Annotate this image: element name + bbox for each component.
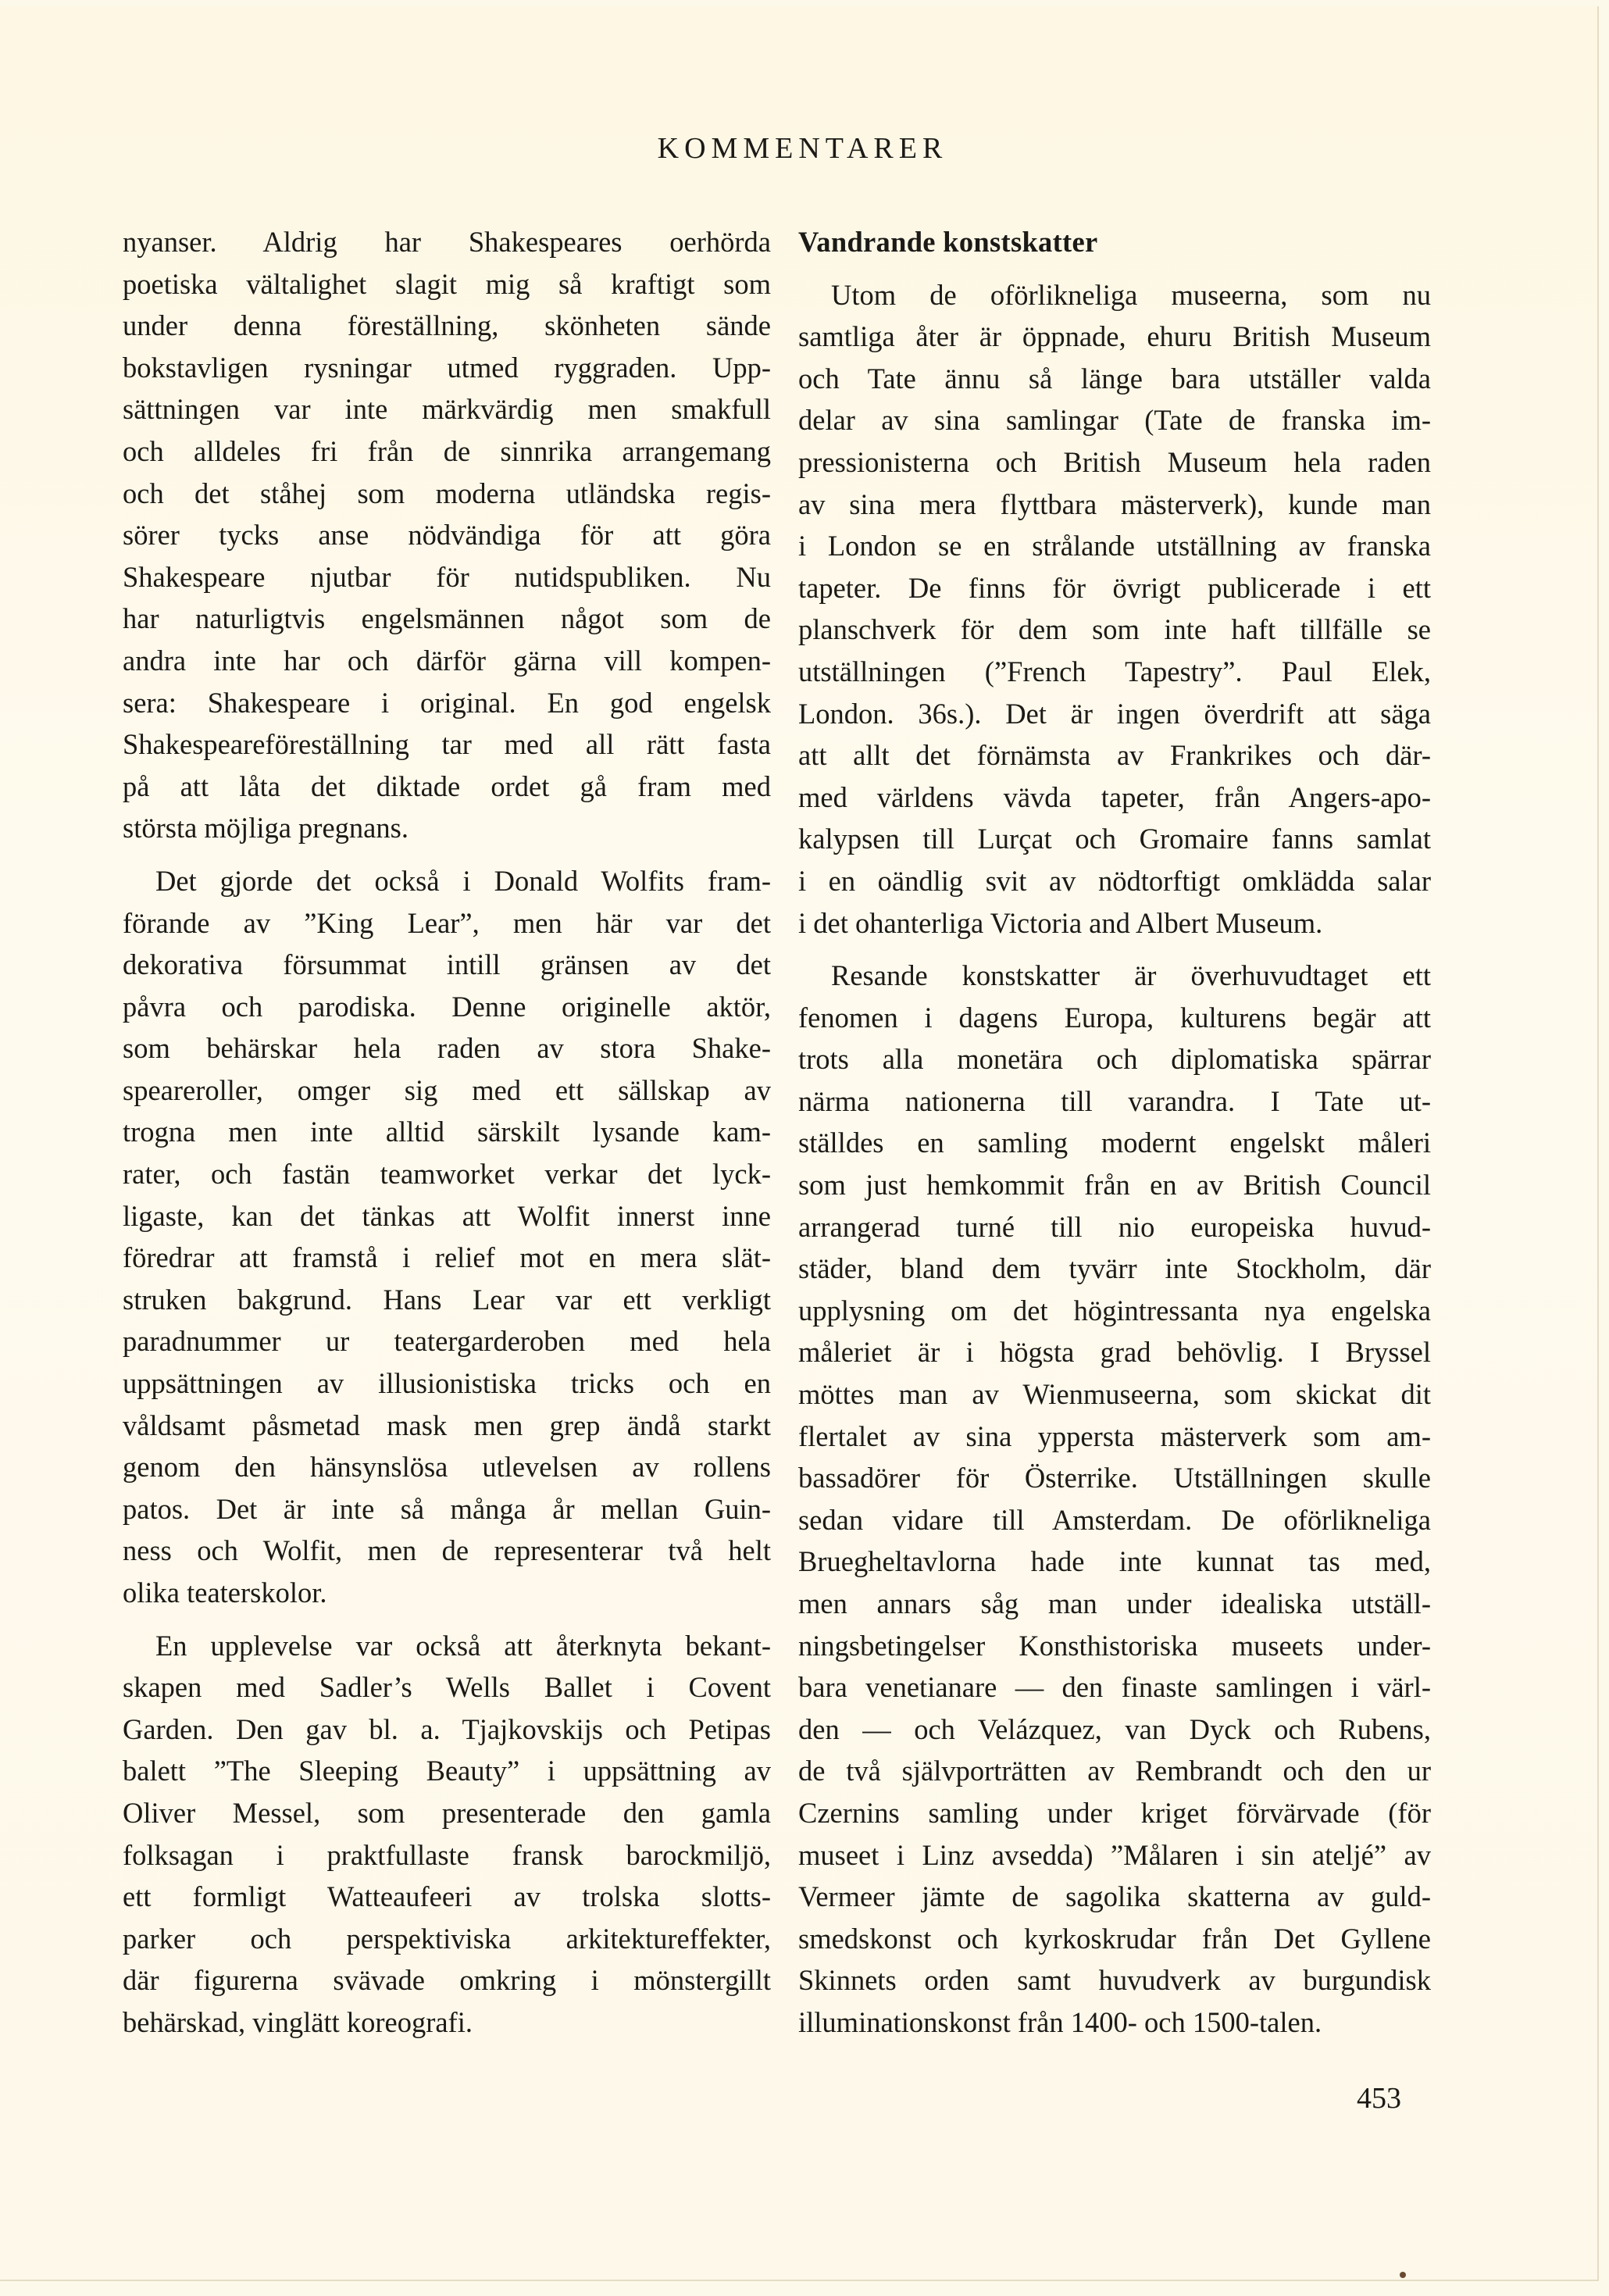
text-line: bara venetianare — den finaste samlingen i värl- xyxy=(798,1671,1431,1704)
text-line: Resande konstskatter är överhuvudtaget ett xyxy=(831,959,1431,992)
paragraph xyxy=(123,1625,771,2044)
text-line: sedan vidare till Amsterdam. De oförlikneliga xyxy=(798,1503,1431,1536)
text-line: olika teaterskolor. xyxy=(123,1576,327,1609)
book-page xyxy=(0,6,1599,2281)
text-line: möttes man av Wienmuseerna, som skickat dit xyxy=(798,1378,1431,1411)
text-line: tapeter. De finns för övrigt publicerade i ett xyxy=(798,571,1431,604)
section-heading: Vandrande konstskatter xyxy=(798,226,1098,258)
text-line: rater, och fastän teamworket verkar det lyck- xyxy=(123,1158,771,1191)
text-line: trots alla monetära och diplomatiska spärrar xyxy=(798,1043,1431,1076)
text-line: Vermeer jämte de sagolika skatterna av guld- xyxy=(798,1880,1431,1913)
text-line: Bruegheltavlorna hade inte kunnat tas med, xyxy=(798,1545,1431,1578)
text-line: illuminationskonst från 1400- och 1500-talen. xyxy=(798,2005,1322,2038)
text-line: som just hemkommit från en av British Council xyxy=(798,1169,1431,1202)
text-line: sera: Shakespeare i original. En god engelsk xyxy=(123,686,771,719)
text-line: att allt det förnämsta av Frankrikes och där- xyxy=(798,739,1431,772)
text-line: städer, bland dem tyvärr inte Stockholm, där xyxy=(798,1252,1431,1285)
text-line: Shakespeareföreställning tar med all rätt fasta xyxy=(123,728,771,761)
text-line: och det ståhej som moderna utländska regis- xyxy=(123,477,771,509)
text-line: och alldeles fri från de sinnrika arrangemang xyxy=(123,434,771,467)
text-line: de två självporträtten av Rembrandt och den ur xyxy=(798,1755,1431,1787)
text-line: flertalet av sina yppersta mästerverk som am- xyxy=(798,1419,1431,1452)
text-line: dekorativa försummat intill gränsen av det xyxy=(123,948,771,981)
running-head: KOMMENTARER xyxy=(657,132,948,165)
text-line: Garden. Den gav bl. a. Tjajkovskijs och Petipas xyxy=(123,1712,771,1745)
text-line: uppsättningen av illusionistiska tricks och en xyxy=(123,1367,771,1400)
paragraph xyxy=(798,274,1431,944)
text-line: men annars såg man under idealiska utställ- xyxy=(798,1587,1431,1619)
left-column xyxy=(123,221,771,2044)
text-line: våldsamt påsmetad mask men grep ändå starkt xyxy=(123,1409,771,1441)
text-line: skapen med Sadler’s Wells Ballet i Covent xyxy=(123,1671,771,1704)
text-line: museet i Linz avsedda) ”Målaren i sin ateljé” av xyxy=(798,1838,1431,1871)
text-line: under denna föreställning, skönheten sände xyxy=(123,309,771,342)
text-line: Det gjorde det också i Donald Wolfits fram- xyxy=(155,864,771,897)
text-line: av sina mera flyttbara mästerverk), kunde man xyxy=(798,487,1431,520)
text-line: sörer tycks anse nödvändiga för att göra xyxy=(123,519,771,552)
text-line: genom den hänsynslösa utlevelsen av rollens xyxy=(123,1451,771,1484)
text-line: i det ohanterliga Victoria and Albert Museum. xyxy=(798,906,1323,939)
paragraph xyxy=(123,860,771,1614)
text-line: föredrar att framstå i relief mot en mera slät- xyxy=(123,1241,771,1274)
text-line: ningsbetingelser Konsthistoriska museets under- xyxy=(798,1629,1431,1662)
text-line: i en oändlig svit av nödtorftigt omklädda salar xyxy=(798,864,1431,897)
text-line: ett formligt Watteaufeeri av trolska slotts- xyxy=(123,1880,771,1913)
text-line: den — och Velázquez, van Dyck och Rubens, xyxy=(798,1712,1431,1745)
page-number: 453 xyxy=(1357,2082,1401,2115)
text-line: arrangerad turné till nio europeiska huvud- xyxy=(798,1210,1431,1243)
text-line: på att låta det diktade ordet gå fram med xyxy=(123,769,771,802)
text-line: Shakespeare njutbar för nutidspubliken. Nu xyxy=(123,560,771,593)
text-line: fenomen i dagens Europa, kulturens begär att xyxy=(798,1001,1431,1034)
heading-gap xyxy=(798,263,1431,274)
text-line: smedskonst och kyrkoskrudar från Det Gyllene xyxy=(798,1922,1431,1955)
text-line: struken bakgrund. Hans Lear var ett verkligt xyxy=(123,1283,771,1316)
text-line: London. 36s.). Det är ingen överdrift att säga xyxy=(798,697,1431,730)
text-line: trogna men inte alltid särskilt lysande kam- xyxy=(123,1116,771,1148)
text-line: ställdes en samling modernt engelskt måleri xyxy=(798,1127,1431,1159)
text-line: utställningen (”French Tapestry”. Paul Elek, xyxy=(798,655,1431,687)
text-line: i London se en strålande utställning av franska xyxy=(798,530,1431,562)
text-line: paradnummer ur teatergarderoben med hela xyxy=(123,1325,771,1358)
text-line: sättningen var inte märkvärdig men smakfull xyxy=(123,393,771,426)
paragraph-gap xyxy=(798,944,1431,955)
text-line: ness och Wolfit, men de representerar två helt xyxy=(123,1534,771,1567)
text-line: planschverk för dem som inte haft tillfälle se xyxy=(798,613,1431,646)
right-column xyxy=(798,221,1431,2044)
text-line: måleriet är i högsta grad behövlig. I Bryssel xyxy=(798,1336,1431,1369)
text-line: och Tate ännu så länge bara utställer valda xyxy=(798,362,1431,395)
paragraph xyxy=(123,221,771,849)
text-line: Skinnets orden samt huvudverk av burgundisk xyxy=(798,1964,1431,1997)
paper-speck xyxy=(1400,2272,1406,2278)
text-line: nyanser. Aldrig har Shakespeares oerhörda xyxy=(123,226,771,258)
text-line: påvra och parodiska. Denne originelle aktör, xyxy=(123,990,771,1023)
text-line: som behärskar hela raden av stora Shake- xyxy=(123,1032,771,1065)
text-line: med världens vävda tapeter, från Angers-apo- xyxy=(798,780,1431,813)
text-line: största möjliga pregnans. xyxy=(123,812,408,844)
text-line: poetiska vältalighet slagit mig så kraftigt som xyxy=(123,267,771,300)
text-line: närma nationerna till varandra. I Tate ut- xyxy=(798,1084,1431,1117)
paragraph-gap xyxy=(123,1614,771,1625)
text-line: speareroller, omger sig med ett sällskap av xyxy=(123,1073,771,1106)
text-line: delar av sina samlingar (Tate de franska im- xyxy=(798,404,1431,437)
text-line: ligaste, kan det tänkas att Wolfit innerst inne xyxy=(123,1199,771,1232)
text-line: andra inte har och därför gärna vill kompen- xyxy=(123,644,771,677)
text-line: behärskad, vinglätt koreografi. xyxy=(123,2005,473,2038)
text-line: pressionisterna och British Museum hela raden xyxy=(798,445,1431,478)
text-line: har naturligtvis engelsmännen något som de xyxy=(123,602,771,635)
text-line: där figurerna svävade omkring i mönstergillt xyxy=(123,1964,771,1997)
text-line: patos. Det är inte så många år mellan Guin- xyxy=(123,1492,771,1525)
text-line: Czernins samling under kriget förvärvade (för xyxy=(798,1796,1431,1829)
text-line: upplysning om det högintressanta nya engelska xyxy=(798,1294,1431,1327)
text-line: balett ”The Sleeping Beauty” i uppsättning av xyxy=(123,1755,771,1787)
text-line: parker och perspektiviska arkitektureffekter, xyxy=(123,1922,771,1955)
text-line: folksagan i praktfullaste fransk barockmiljö, xyxy=(123,1838,771,1871)
text-line: förande av ”King Lear”, men här var det xyxy=(123,906,771,939)
text-line: samtliga åter är öppnade, ehuru British Museum xyxy=(798,320,1431,353)
text-line: Utom de oförlikneliga museerna, som nu xyxy=(831,278,1431,311)
paragraph xyxy=(798,955,1431,2043)
paragraph-gap xyxy=(123,849,771,860)
text-line: En upplevelse var också att återknyta bekant- xyxy=(155,1629,771,1662)
text-line: bassadörer för Österrike. Utställningen skulle xyxy=(798,1462,1431,1494)
text-line: kalypsen till Lurçat och Gromaire fanns samlat xyxy=(798,823,1431,855)
text-line: Oliver Messel, som presenterade den gamla xyxy=(123,1796,771,1829)
text-line: bokstavligen rysningar utmed ryggraden. Upp- xyxy=(123,351,771,384)
